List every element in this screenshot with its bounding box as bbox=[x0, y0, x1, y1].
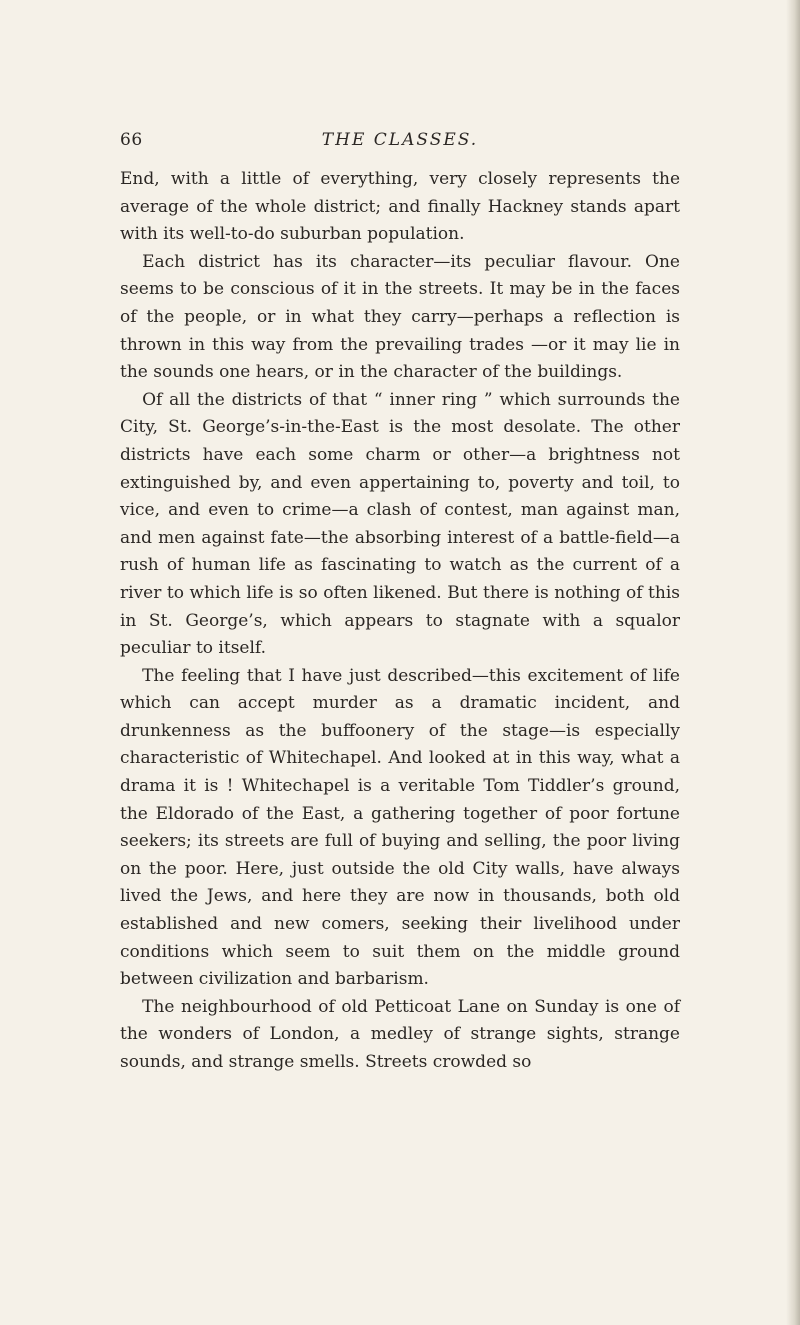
running-title: THE CLASSES. bbox=[321, 130, 479, 150]
page-header bbox=[120, 130, 680, 156]
paragraph-3: Of all the districts of that “ inner ring ” which surrounds the City, St. George’s-in-the-East is the most desolate. The other districts have each some charm or other—a brightness not extinguished by, and even appertaining to, poverty and toil, to vice, and even to crime—a clash of contest, man against man, and men against fate—the absorbing interest of a battle-field—a rush of human life as fascinating to watch as the current of a river to which life is so often likened. But there is nothing of this in St. George’s, which appears to stagnate with a squalor peculiar to itself. bbox=[120, 389, 680, 659]
paragraph-5: The neighbourhood of old Petticoat Lane on Sunday is one of the wonders of London, a medley of strange sights, strange sounds, and strange smells. Streets crowded so bbox=[120, 996, 680, 1072]
page-edge-shadow bbox=[786, 0, 800, 1325]
page-number: 66 bbox=[120, 130, 143, 150]
body-text bbox=[120, 166, 680, 1077]
paragraph-1: End, with a little of everything, very closely represents the average of the whole district; and finally Hackney stands apart with its well-to-do suburban population. bbox=[120, 169, 680, 245]
paragraph-2: Each district has its character—its peculiar flavour. One seems to be conscious of it in the streets. It may be in the faces of the people, or in what they carry—perhaps a reflection is thrown in this way from the prevailing trades —or it may lie in the sounds one hears, or in the character of the buildings. bbox=[120, 251, 680, 383]
paragraph-4: The feeling that I have just described—this excitement of life which can accept murder as a dramatic incident, and drunkenness as the buffoonery of the stage—is especially characteristic of Whitechapel. And looked at in this way, what a drama it is ! Whitechapel is a veritable Tom Tiddler’s ground, the Eldorado of the East, a gathering together of poor fortune seekers; its streets are full of buying and selling, the poor living on the poor. Here, just outside the old City walls, have always lived the Jews, and here they are now in thousands, both old established and new comers, seeking their livelihood under conditions which seem to suit them on the middle ground between civilization and barbarism. bbox=[120, 665, 680, 990]
